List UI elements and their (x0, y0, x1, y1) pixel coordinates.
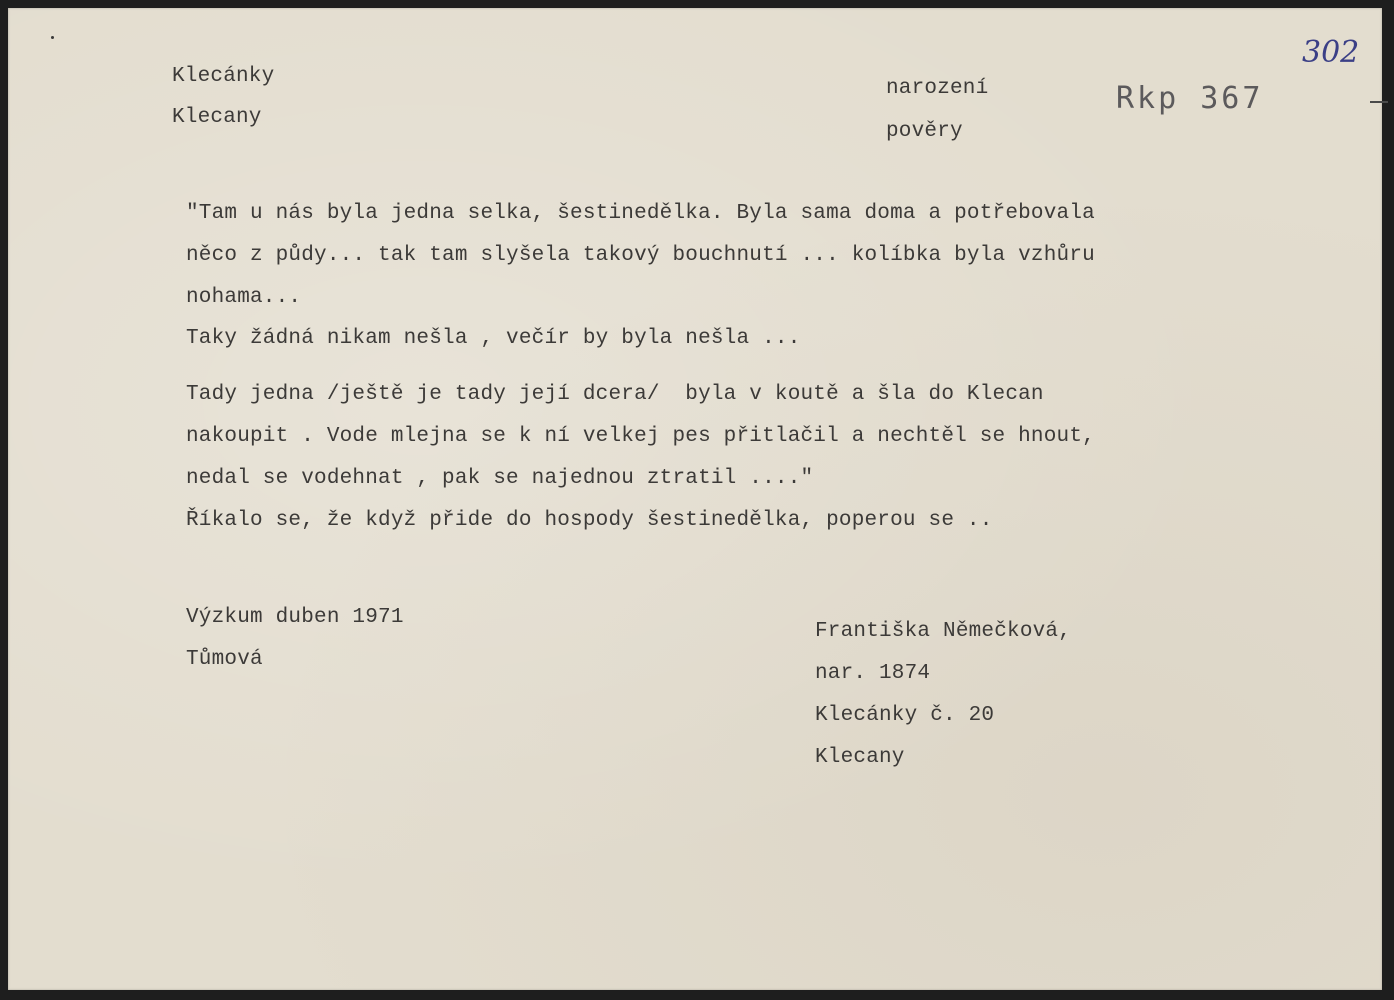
researcher-name: Tůmová (186, 648, 263, 671)
text-line: nohama... (186, 286, 302, 309)
text-line: Taky žádná nikam nešla , večír by byla nešla ... (186, 327, 801, 350)
text-line: Tady jedna /ještě je tady její dcera/ byla v koutě a šla do Klecan (186, 383, 1044, 406)
text-line: něco z půdy... tak tam slyšela takový bouchnutí ... kolíbka byla vzhůru (186, 244, 1095, 267)
informant-address: Klecánky č. 20 (815, 704, 995, 727)
text-line: "Tam u nás byla jedna selka, šestinedělka. Byla sama doma a potřebovala (186, 202, 1095, 225)
text-line: Říkalo se, že když přide do hospody šestinedělka, poperou se .. (186, 509, 993, 532)
index-card (8, 8, 1382, 990)
informant-name: Františka Němečková, (815, 620, 1072, 643)
text-line: nedal se vodehnat , pak se najednou ztratil ...." (186, 467, 814, 490)
informant-town: Klecany (815, 746, 905, 769)
text-line: nakoupit . Vode mlejna se k ní velkej pes přitlačil a nechtěl se hnout, (186, 425, 1095, 448)
handwritten-card-number: 302 (1302, 35, 1360, 70)
topic-superstitions: pověry (886, 120, 963, 143)
topic-birth: narození (886, 77, 989, 100)
research-date: Výzkum duben 1971 (186, 606, 404, 629)
informant-birth-year: nar. 1874 (815, 662, 931, 685)
manuscript-reference-stamp: Rkp 367 (1116, 81, 1264, 116)
locality-primary: Klecánky (172, 65, 275, 88)
locality-secondary: Klecany (172, 106, 262, 129)
ink-speck (51, 36, 54, 39)
margin-dash (1370, 101, 1388, 103)
